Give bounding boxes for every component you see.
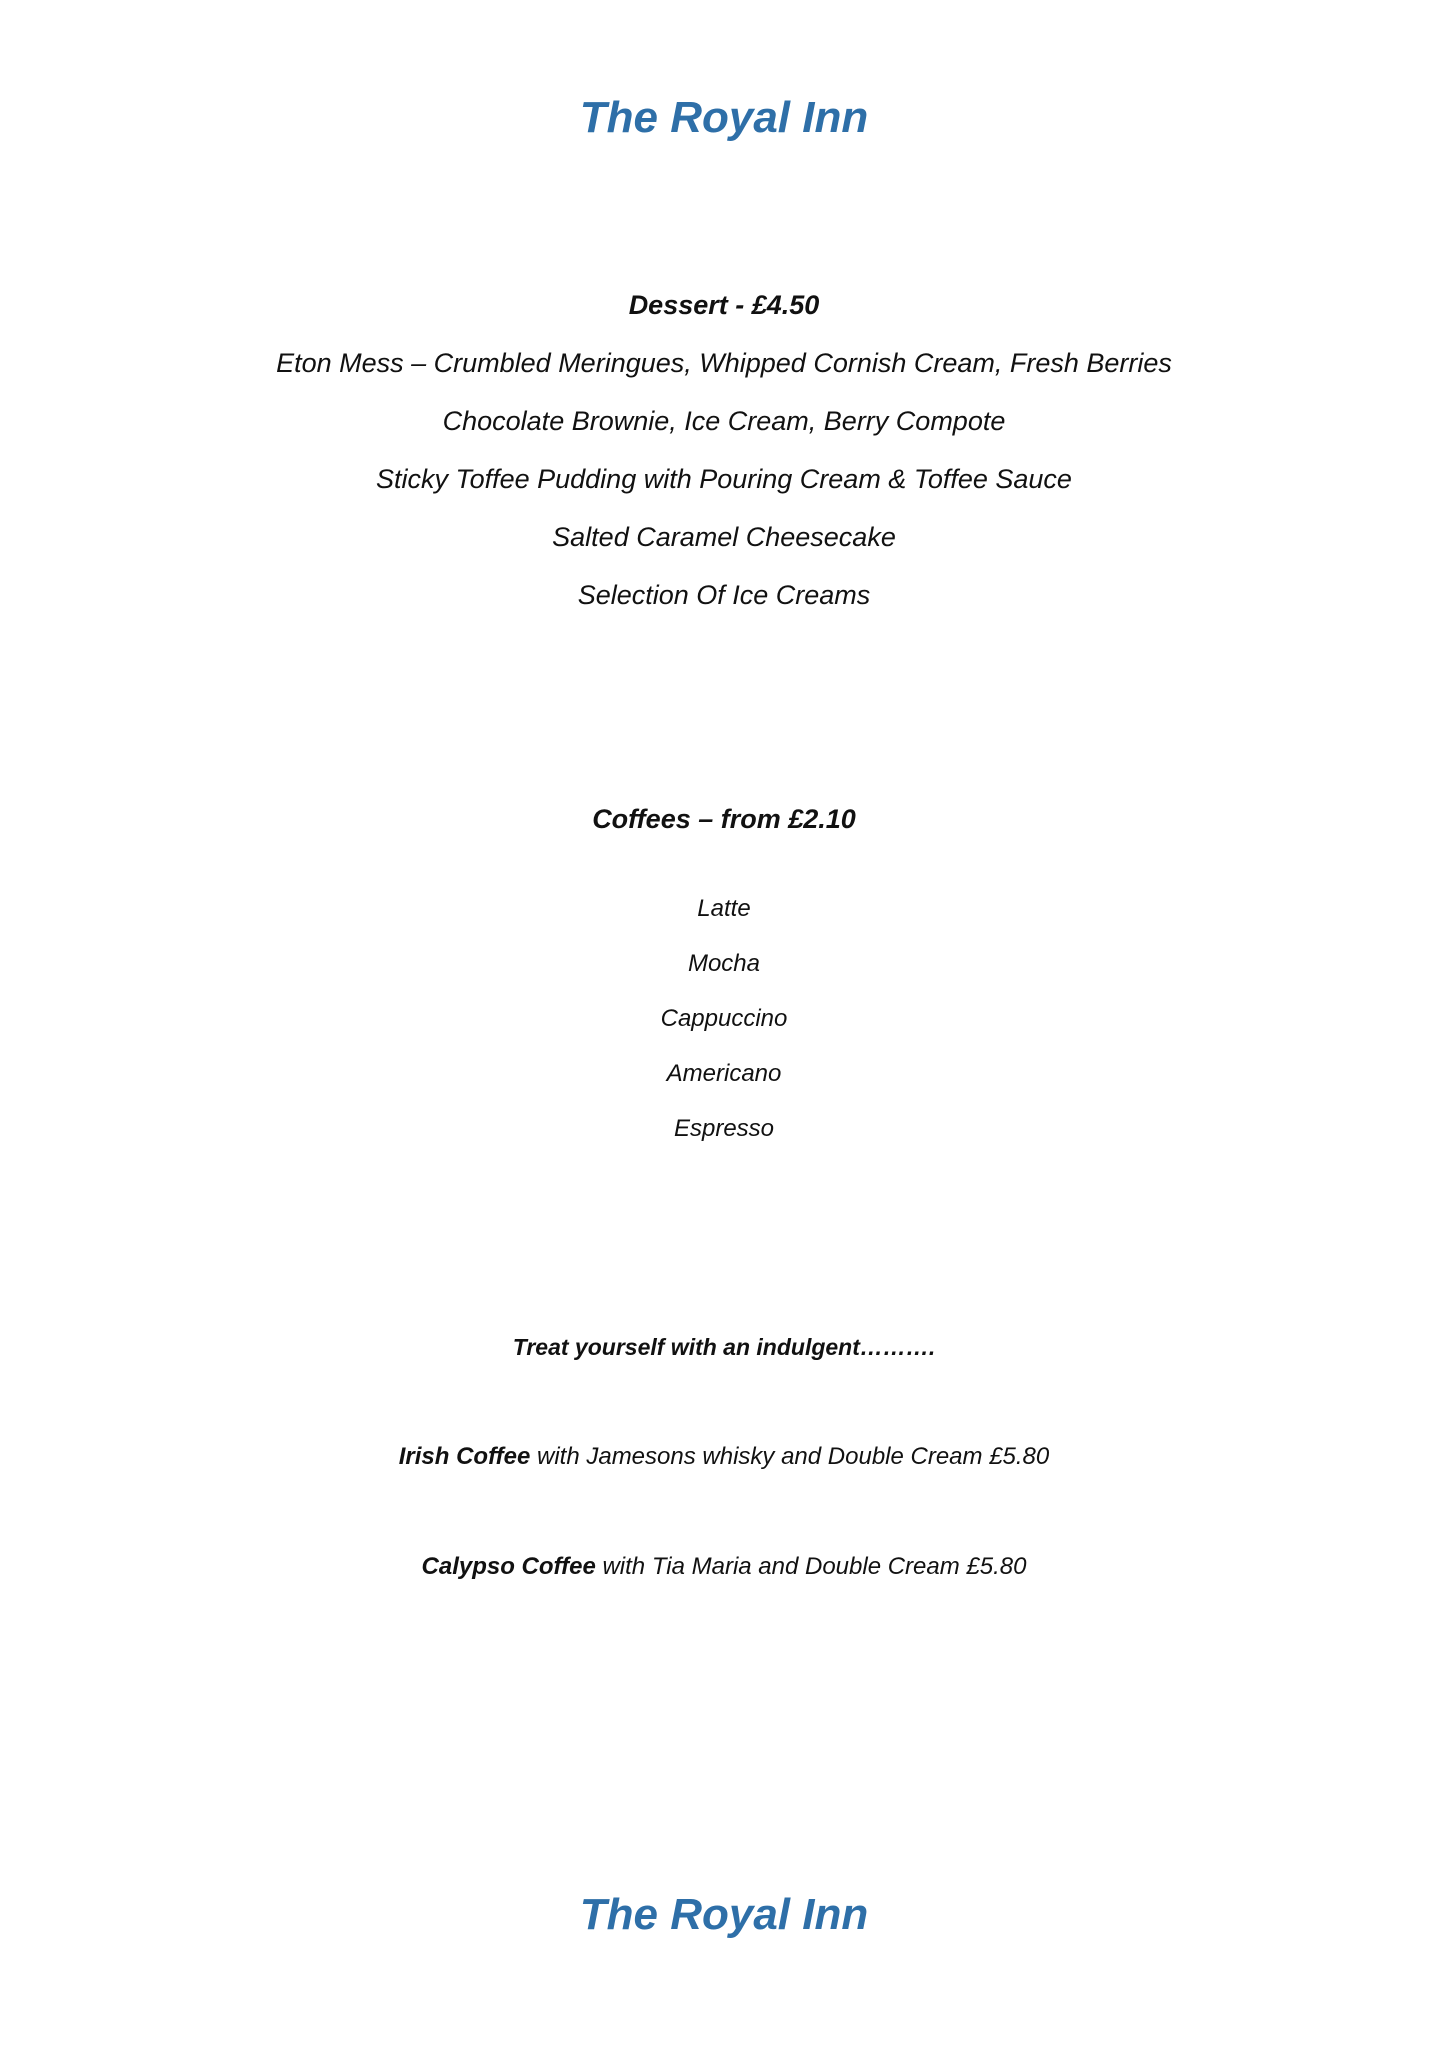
coffee-item-espresso: Espresso bbox=[673, 1115, 775, 1142]
coffee-item-mocha: Mocha bbox=[687, 950, 761, 977]
special-name: Calypso Coffee bbox=[421, 1553, 596, 1580]
dessert-item-eton-mess: Eton Mess – Crumbled Meringues, Whipped Cornish Cream, Fresh Berries bbox=[276, 348, 1172, 378]
dessert-item-sticky-toffee-pudding: Sticky Toffee Pudding with Pouring Cream & Toffee Sauce bbox=[376, 464, 1072, 494]
coffee-item-cappuccino: Cappuccino bbox=[660, 1005, 788, 1032]
special-calypso-coffee bbox=[0, 1555, 1448, 1579]
footer-brand-title: The Royal Inn bbox=[579, 1890, 869, 1939]
dessert-heading: Dessert - £4.50 bbox=[628, 290, 820, 320]
coffee-item-americano: Americano bbox=[666, 1060, 782, 1087]
dessert-item-chocolate-brownie: Chocolate Brownie, Ice Cream, Berry Compote bbox=[442, 406, 1006, 436]
coffees-heading: Coffees – from £2.10 bbox=[592, 804, 856, 834]
special-description: with Jamesons whisky and Double Cream £5.80 bbox=[530, 1443, 1050, 1470]
treats-heading: Treat yourself with an indulgent………. bbox=[512, 1334, 936, 1360]
dessert-item-ice-creams: Selection Of Ice Creams bbox=[577, 580, 871, 610]
coffee-item-latte: Latte bbox=[697, 895, 751, 922]
special-irish-coffee bbox=[0, 1445, 1448, 1469]
header-brand-title: The Royal Inn bbox=[579, 93, 869, 142]
dessert-item-salted-caramel-cheesecake: Salted Caramel Cheesecake bbox=[552, 522, 896, 552]
special-description: with Tia Maria and Double Cream £5.80 bbox=[595, 1553, 1027, 1580]
special-name: Irish Coffee bbox=[398, 1443, 531, 1470]
